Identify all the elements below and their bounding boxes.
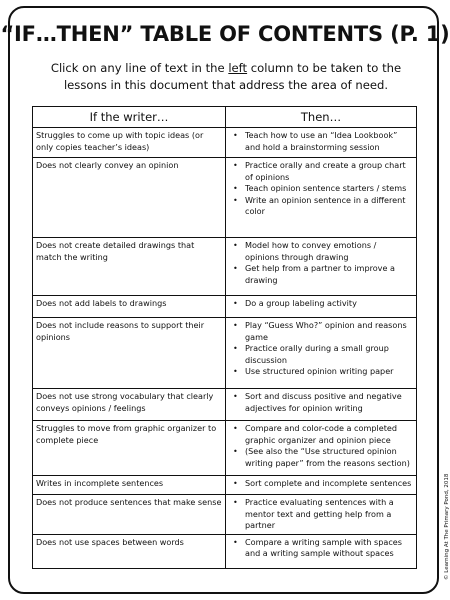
action-cell (226, 421, 417, 476)
action-item: • Play “Guess Who?” opinion and reasons game (229, 320, 412, 343)
action-item: • Sort complete and incomplete sentences (229, 478, 412, 490)
action-list (229, 160, 412, 218)
instruction-left-word: left (228, 61, 248, 75)
table-row (33, 421, 417, 476)
table-row (33, 158, 417, 238)
action-cell (226, 296, 417, 318)
action-item: • Practice orally during a small group discussion (229, 343, 412, 366)
action-item: • Practice evaluating sentences with a mentor text and getting help from a partner (229, 497, 412, 532)
action-cell (226, 476, 417, 495)
table-row (33, 128, 417, 158)
action-cell (226, 128, 417, 158)
action-cell (226, 158, 417, 238)
action-list (229, 130, 412, 153)
action-list (229, 537, 412, 560)
action-cell (226, 318, 417, 389)
action-item: • Compare and color-code a completed graphic organizer and opinion piece (229, 423, 412, 446)
action-list (229, 497, 412, 532)
condition-link[interactable]: Does not add labels to drawings (33, 296, 226, 318)
action-item: • Compare a writing sample with spaces and a writing sample without spaces (229, 537, 412, 560)
action-item: • Write an opinion sentence in a different color (229, 195, 412, 218)
page-title: “IF…THEN” TABLE OF CONTENTS (P. 1) (0, 22, 450, 46)
action-list (229, 478, 412, 490)
action-list (229, 391, 412, 414)
action-item: • (See also the “Use structured opinion writing paper” from the reasons section) (229, 446, 412, 469)
action-cell (226, 238, 417, 296)
condition-link[interactable]: Does not produce sentences that make sense (33, 495, 226, 535)
condition-link[interactable]: Does not use strong vocabulary that clearly conveys opinions / feelings (33, 389, 226, 421)
action-item: • Get help from a partner to improve a drawing (229, 263, 412, 286)
instruction-text-end: column to be taken to the lessons in this document that address the area of need. (63, 61, 402, 92)
condition-link[interactable]: Does not use spaces between words (33, 534, 226, 568)
action-list (229, 240, 412, 286)
table-row (33, 476, 417, 495)
condition-link[interactable]: Does not clearly convey an opinion (33, 158, 226, 238)
table-row (33, 238, 417, 296)
condition-link[interactable]: Does not create detailed drawings that match the writing (33, 238, 226, 296)
action-item: • Teach how to use an “Idea Lookbook” and hold a brainstorming session (229, 130, 412, 153)
action-item: • Practice orally and create a group chart of opinions (229, 160, 412, 183)
action-cell (226, 389, 417, 421)
table-header-row (33, 107, 417, 128)
column-header-if: If the writer… (33, 107, 226, 128)
if-then-table (32, 106, 417, 569)
action-item: • Sort and discuss positive and negative adjectives for opinion writing (229, 391, 412, 414)
action-item: • Teach opinion sentence starters / stems (229, 183, 412, 195)
action-cell (226, 495, 417, 535)
action-list (229, 423, 412, 469)
table-row (33, 318, 417, 389)
condition-link[interactable]: Writes in incomplete sentences (33, 476, 226, 495)
action-item: • Do a group labeling activity (229, 298, 412, 310)
table-body (33, 128, 417, 569)
copyright-text: © Learning At The Primary Pond, 2018 (444, 473, 450, 580)
condition-link[interactable]: Struggles to come up with topic ideas (or only copies teacher’s ideas) (33, 128, 226, 158)
instruction-text-start: Click on any line of text in the (50, 61, 229, 75)
column-header-then: Then… (226, 107, 417, 128)
condition-link[interactable]: Does not include reasons to support their opinions (33, 318, 226, 389)
table-row (33, 534, 417, 568)
table-row (33, 389, 417, 421)
table-row (33, 495, 417, 535)
action-item: • Use structured opinion writing paper (229, 366, 412, 378)
action-list (229, 298, 412, 310)
action-cell (226, 534, 417, 568)
action-item: • Model how to convey emotions / opinions through drawing (229, 240, 412, 263)
condition-link[interactable]: Struggles to move from graphic organizer to complete piece (33, 421, 226, 476)
action-list (229, 320, 412, 378)
table-row (33, 296, 417, 318)
instruction-text (40, 60, 412, 94)
